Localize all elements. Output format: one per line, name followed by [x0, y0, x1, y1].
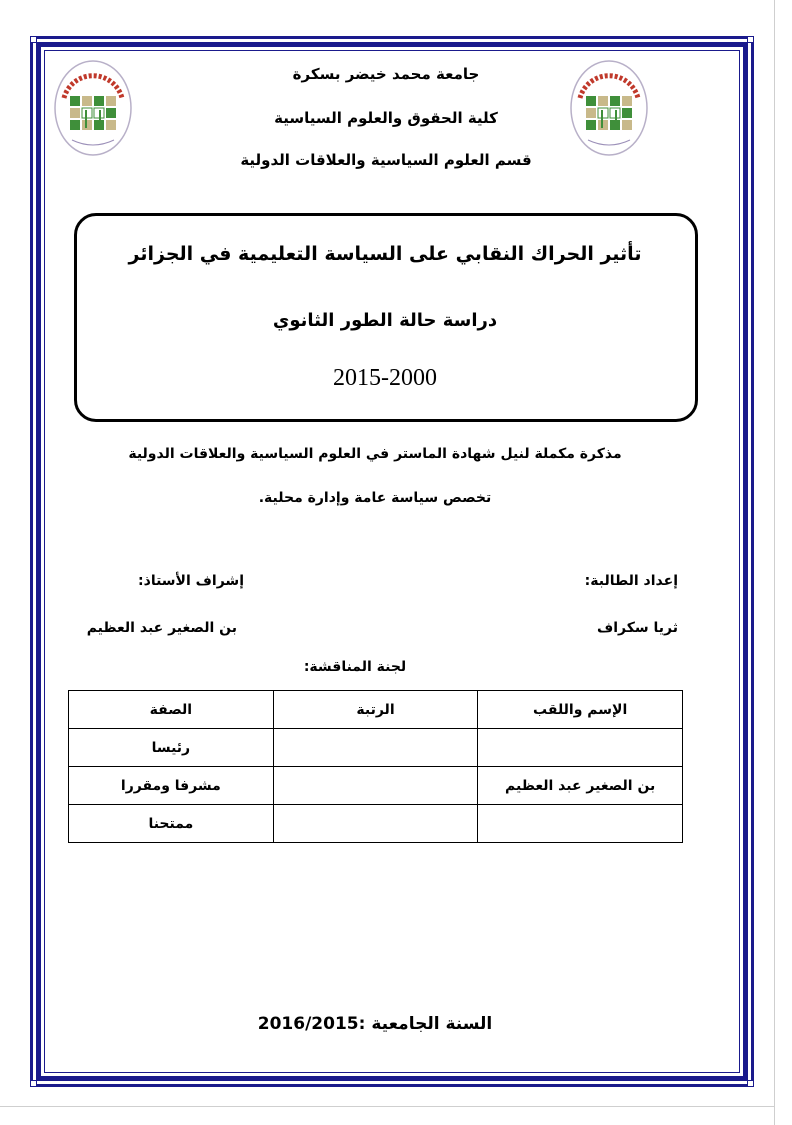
- frame-corner: [747, 36, 754, 43]
- member-rank: [273, 805, 478, 843]
- table-row: [69, 729, 683, 767]
- table-header-row: [69, 691, 683, 729]
- university-logo-left: [52, 58, 134, 158]
- member-role: رئيسا: [69, 729, 274, 767]
- table-row: [69, 767, 683, 805]
- member-name: [478, 729, 683, 767]
- department-name: قسم العلوم السياسية والعلاقات الدولية: [240, 151, 532, 169]
- column-header-name: الإسم واللقب: [478, 691, 683, 729]
- supervisor-name: بن الصغير عبد العظيم: [86, 620, 237, 636]
- frame-corner: [30, 1080, 37, 1087]
- student-name: ثريا سكراف: [596, 620, 678, 636]
- committee-heading: لجنة المناقشة:: [303, 659, 407, 675]
- university-name: جامعة محمد خيضر بسكرة: [292, 65, 480, 83]
- supervisor-label: إشراف الأستاذ:: [138, 573, 244, 589]
- page-edge: [774, 0, 775, 1125]
- member-rank: [273, 767, 478, 805]
- study-period: 2015-2000: [333, 365, 437, 391]
- table-row: [69, 805, 683, 843]
- member-rank: [273, 729, 478, 767]
- academic-year: السنة الجامعية :2016/2015: [257, 1014, 493, 1034]
- faculty-name: كلية الحقوق والعلوم السياسية: [274, 109, 498, 127]
- member-name: [478, 805, 683, 843]
- page-frame-inner: [44, 50, 740, 1073]
- member-name: بن الصغير عبد العظيم: [478, 767, 683, 805]
- column-header-rank: الرتبة: [273, 691, 478, 729]
- committee-table: [68, 690, 683, 843]
- thesis-specialty: تخصص سياسة عامة وإدارة محلية.: [258, 490, 492, 506]
- page-edge: [0, 1106, 775, 1107]
- member-role: ممتحنا: [69, 805, 274, 843]
- frame-corner: [30, 36, 37, 43]
- thesis-subtitle: دراسة حالة الطور الثانوي: [272, 310, 498, 331]
- member-role: مشرفا ومقررا: [69, 767, 274, 805]
- frame-corner: [747, 1080, 754, 1087]
- thesis-description: مذكرة مكملة لنيل شهادة الماستر في العلوم السياسية والعلاقات الدولية: [128, 446, 622, 462]
- column-header-role: الصفة: [69, 691, 274, 729]
- student-label: إعداد الطالبة:: [584, 573, 678, 589]
- thesis-title: تأثير الحراك النقابي على السياسة التعليمية في الجزائر: [128, 243, 642, 265]
